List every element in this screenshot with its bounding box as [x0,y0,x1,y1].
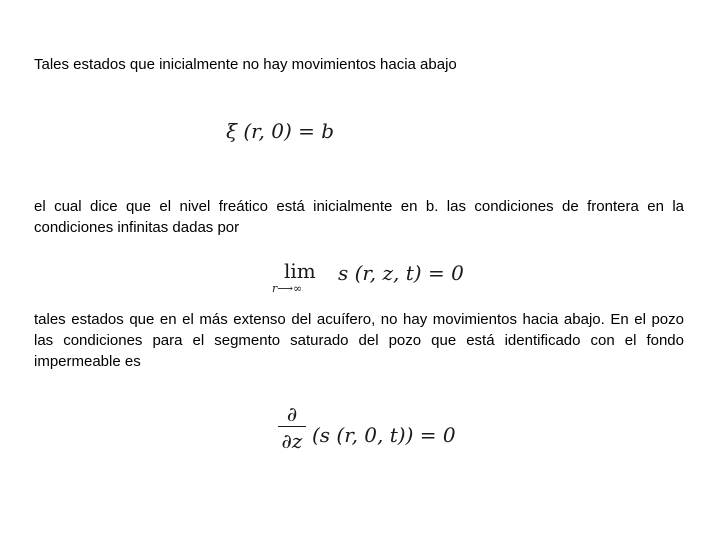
equation-initial-water-table [226,118,334,144]
partial-expression: (s (r, 0, t)) = 0 [312,423,456,447]
fraction-denominator: ∂z [281,429,303,453]
equation-1-text: ξ (r, 0) = b [226,119,335,143]
paragraph-initial-condition: Tales estados que inicialmente no hay movimientos hacia abajo [34,56,457,73]
limit-expression: s (r, z, t) = 0 [338,261,464,285]
limit-operator: lim [284,259,316,283]
partial-fraction [278,402,306,453]
paragraph-boundary-conditions: el cual dice que el nivel freático está inicialmente en b. las condiciones de frontera en la condiciones infinitas dadas por [34,198,684,236]
fraction-bar [278,426,306,427]
fraction-numerator: ∂ [286,402,298,426]
paragraph-impermeable-bottom: tales estados que en el más extenso del acuífero, no hay movimientos hacia abajo. En el pozo las condiciones para el segmento saturado del pozo que está identificado con el fondo impermeable es [34,311,684,370]
limit-subscript: r⟶∞ [272,282,303,295]
